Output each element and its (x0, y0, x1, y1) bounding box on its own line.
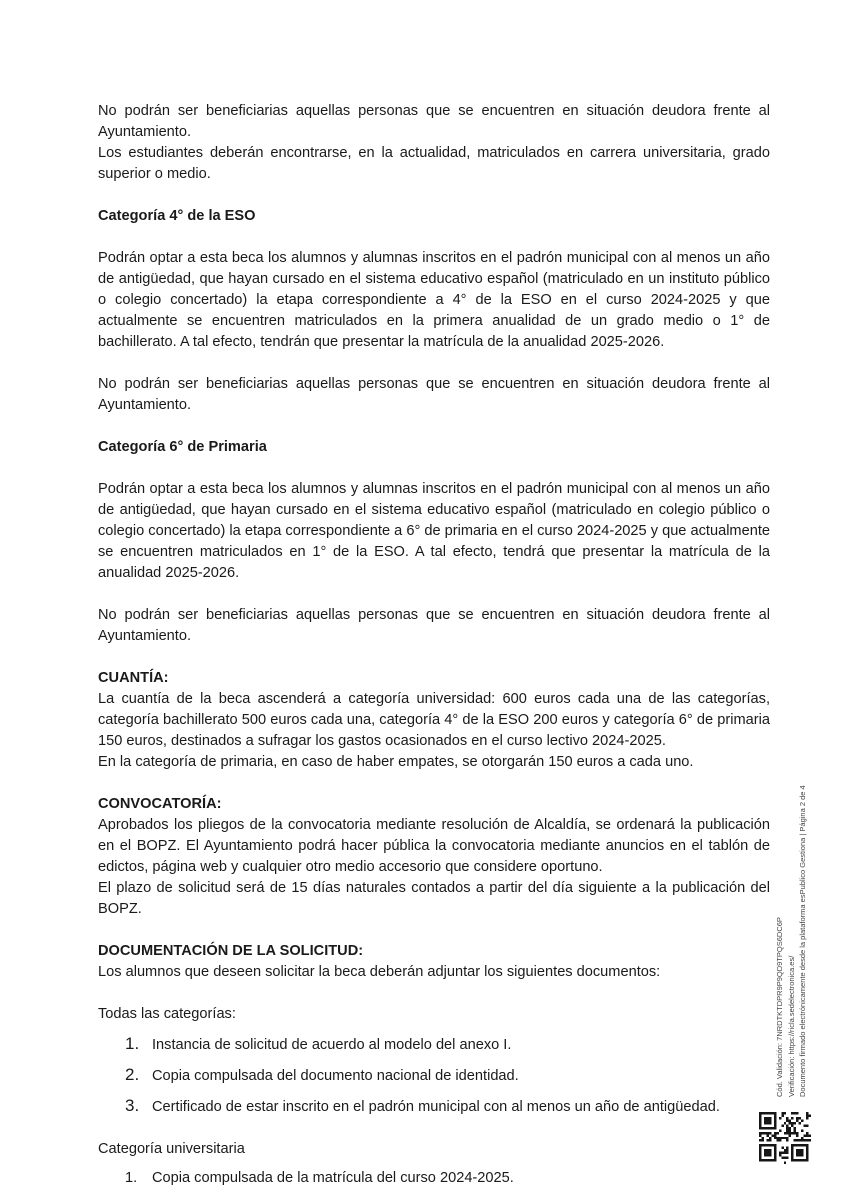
list-item-number: 2. (125, 1065, 140, 1084)
paragraph-no-beneficiarias: No podrán ser beneficiarias aquellas personas que se encuentren en situación deudora frente al Ayuntamiento. (98, 103, 770, 140)
list-item (98, 1168, 770, 1189)
label-todas-categorias: Todas las categorías: (98, 1006, 236, 1022)
list-item-number: 1. (125, 1034, 140, 1053)
list-item-text: Copia compulsada del documento nacional de identidad. (152, 1068, 519, 1084)
paragraph-estudiantes: Los estudiantes deberán encontrarse, en la actualidad, matriculados en carrera universitaria, grado superior o medio. (98, 145, 770, 182)
verification-url-text: Verificación: https://ricla.sedelectronica.es/ (786, 955, 796, 1097)
paragraph-documentacion-intro: Los alumnos que deseen solicitar la beca deberán adjuntar los siguientes documentos: (98, 964, 661, 980)
paragraph-cuantia-empates: En la categoría de primaria, en caso de haber empates, se otorgarán 150 euros a cada uno. (98, 754, 694, 770)
paragraph-cuantia-importes: La cuantía de la beca ascenderá a categoría universidad: 600 euros cada una de las categorías, categoría bachillerato 500 euros cada una, categoría 4° de la ESO 200 euros y categoría 6° de primaria 150 euros, destinados a sufragar los gastos ocasionados en el curso lectivo 2024-2025. (98, 691, 770, 749)
section-heading-primaria: Categoría 6° de Primaria (98, 439, 267, 455)
signed-platform-text: Documento firmado electrónicamente desde la plataforma esPublico Gestiona | Página 2 de 4 (798, 785, 807, 1097)
paragraph-convocatoria-publicacion: Aprobados los pliegos de la convocatoria mediante resolución de Alcaldía, se ordenará la publicación en el BOPZ. El Ayuntamiento podrá hacer pública la convocatoria mediante anuncios en el tablón de edictos, página web y cualquier otro medio accesorio que considere oportuno. (98, 817, 770, 875)
document-body (98, 101, 770, 1189)
list-item-number: 1. (125, 1170, 138, 1186)
list-item-text: Copia compulsada de la matrícula del curso 2024-2025. (152, 1170, 514, 1186)
qr-code (759, 1112, 811, 1164)
validation-code-text: Cód. Validación: 7NRDTKTDPR9P9QD9TPQS6DC6P (775, 917, 784, 1097)
list-categoria-universitaria (98, 1168, 770, 1189)
paragraph-primaria-no-beneficiarias: No podrán ser beneficiarias aquellas personas que se encuentren en situación deudora frente al Ayuntamiento. (98, 607, 770, 644)
list-item-text: Instancia de solicitud de acuerdo al modelo del anexo I. (152, 1037, 512, 1053)
paragraph-eso-requisitos: Podrán optar a esta beca los alumnos y alumnas inscritos en el padrón municipal con al menos un año de antigüedad, que hayan cursado en el sistema educativo español (matriculado en un instituto público o colegio concertado) la etapa correspondiente a 4° de la ESO en el curso 2024-2025 y que actualmente se encuentren matriculados en la primera anualidad de un grado medio o 1° de bachillerato. A tal efecto, tendrán que presentar la matrícula de la anualidad 2025-2026. (98, 250, 770, 350)
label-categoria-universitaria: Categoría universitaria (98, 1141, 245, 1157)
section-heading-eso: Categoría 4° de la ESO (98, 208, 256, 224)
section-heading-cuantia: CUANTÍA: (98, 670, 169, 686)
paragraph-primaria-requisitos: Podrán optar a esta beca los alumnos y alumnas inscritos en el padrón municipal con al menos un año de antigüedad, que hayan cursado en el sistema educativo español (matriculado en colegio público o colegio concertado) la etapa correspondiente a 6° de primaria en el curso 2024-2025 y que actualmente se encuentren matriculados en 1° de la ESO. A tal efecto, tendrá que presentar la matrícula de la anualidad 2025-2026. (98, 481, 770, 581)
section-heading-convocatoria: CONVOCATORÍA: (98, 796, 222, 812)
paragraph-eso-no-beneficiarias: No podrán ser beneficiarias aquellas personas que se encuentren en situación deudora frente al Ayuntamiento. (98, 376, 770, 413)
list-item-number: 3. (125, 1096, 140, 1115)
paragraph-convocatoria-plazo: El plazo de solicitud será de 15 días naturales contados a partir del día siguiente a la publicación del BOPZ. (98, 880, 770, 917)
list-todas-categorias (98, 1033, 770, 1118)
signature-sidebar (774, 745, 809, 1097)
list-item-text: Certificado de estar inscrito en el padrón municipal con al menos un año de antigüedad. (152, 1099, 720, 1115)
list-item (98, 1064, 770, 1087)
list-item (98, 1033, 770, 1056)
section-heading-documentacion: DOCUMENTACIÓN DE LA SOLICITUD: (98, 943, 364, 959)
list-item (98, 1095, 770, 1118)
